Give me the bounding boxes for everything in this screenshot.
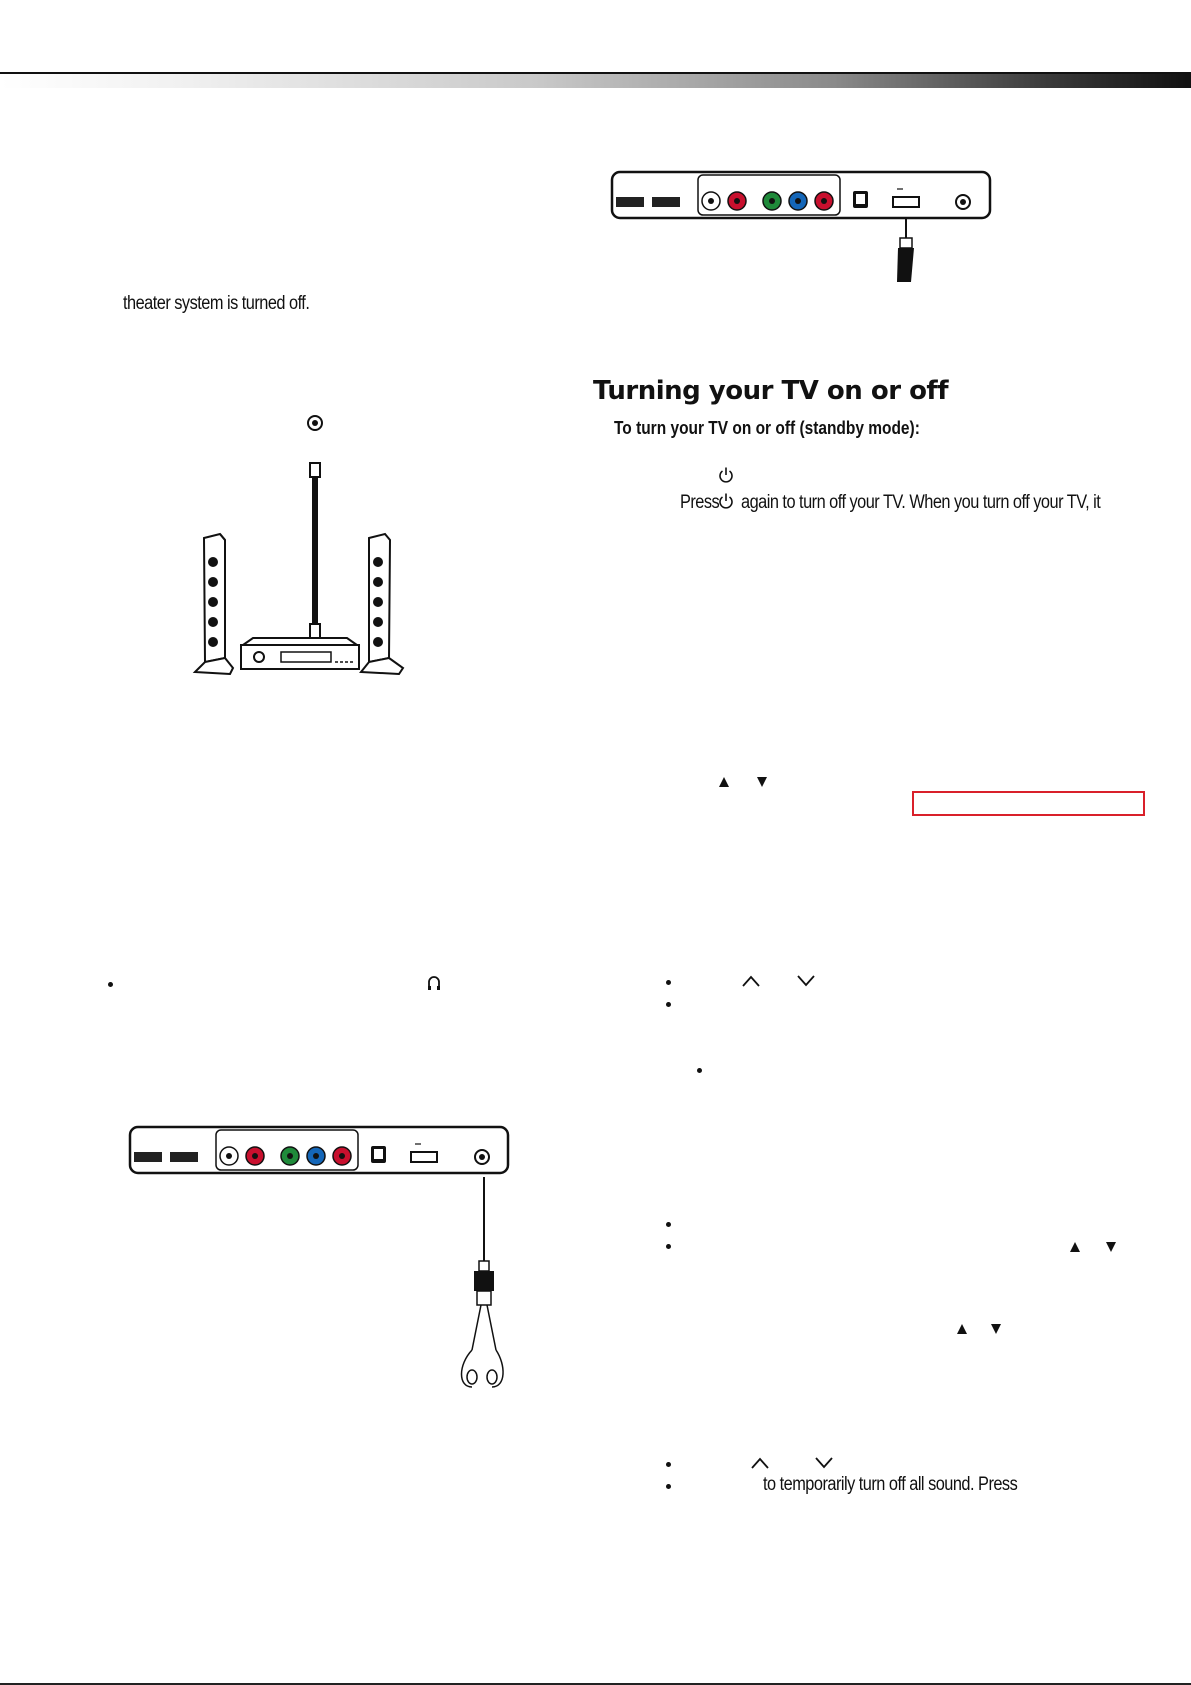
section-heading: Turning your TV on or off bbox=[593, 376, 949, 406]
chevron-up-icon bbox=[750, 1456, 770, 1470]
theater-off-text: theater system is turned off. bbox=[123, 293, 310, 314]
highlight-box bbox=[912, 791, 1145, 816]
tv-back-panel-usb-diagram bbox=[610, 170, 992, 288]
bullet bbox=[108, 982, 113, 987]
bullet bbox=[666, 1222, 671, 1227]
power-icon bbox=[718, 492, 734, 510]
power-icon bbox=[718, 466, 734, 484]
header-gradient-bar bbox=[0, 72, 1191, 88]
bullet bbox=[666, 1484, 671, 1489]
subheading: To turn your TV on or off (standby mode): bbox=[614, 418, 920, 438]
chevron-down-icon bbox=[814, 1456, 834, 1470]
triangle-up-icon bbox=[956, 1323, 968, 1335]
home-theater-diagram bbox=[185, 410, 415, 675]
chevron-up-icon bbox=[741, 974, 761, 988]
chevron-down-icon bbox=[796, 974, 816, 988]
bullet bbox=[666, 1002, 671, 1007]
press-power-suffix: again to turn off your TV. When you turn off your TV, it bbox=[741, 492, 1101, 513]
bullet bbox=[697, 1068, 702, 1073]
triangle-up-icon bbox=[718, 776, 730, 788]
bullet bbox=[666, 980, 671, 985]
triangle-down-icon bbox=[1105, 1241, 1117, 1253]
press-power-prefix: Press bbox=[680, 492, 720, 513]
triangle-up-icon bbox=[1069, 1241, 1081, 1253]
bullet bbox=[666, 1244, 671, 1249]
tv-back-panel-headphone-diagram bbox=[128, 1125, 510, 1395]
headphone-icon bbox=[426, 974, 442, 992]
bullet bbox=[666, 1462, 671, 1467]
triangle-down-icon bbox=[990, 1323, 1002, 1335]
mute-text: to temporarily turn off all sound. Press bbox=[763, 1474, 1018, 1495]
triangle-down-icon bbox=[756, 776, 768, 788]
